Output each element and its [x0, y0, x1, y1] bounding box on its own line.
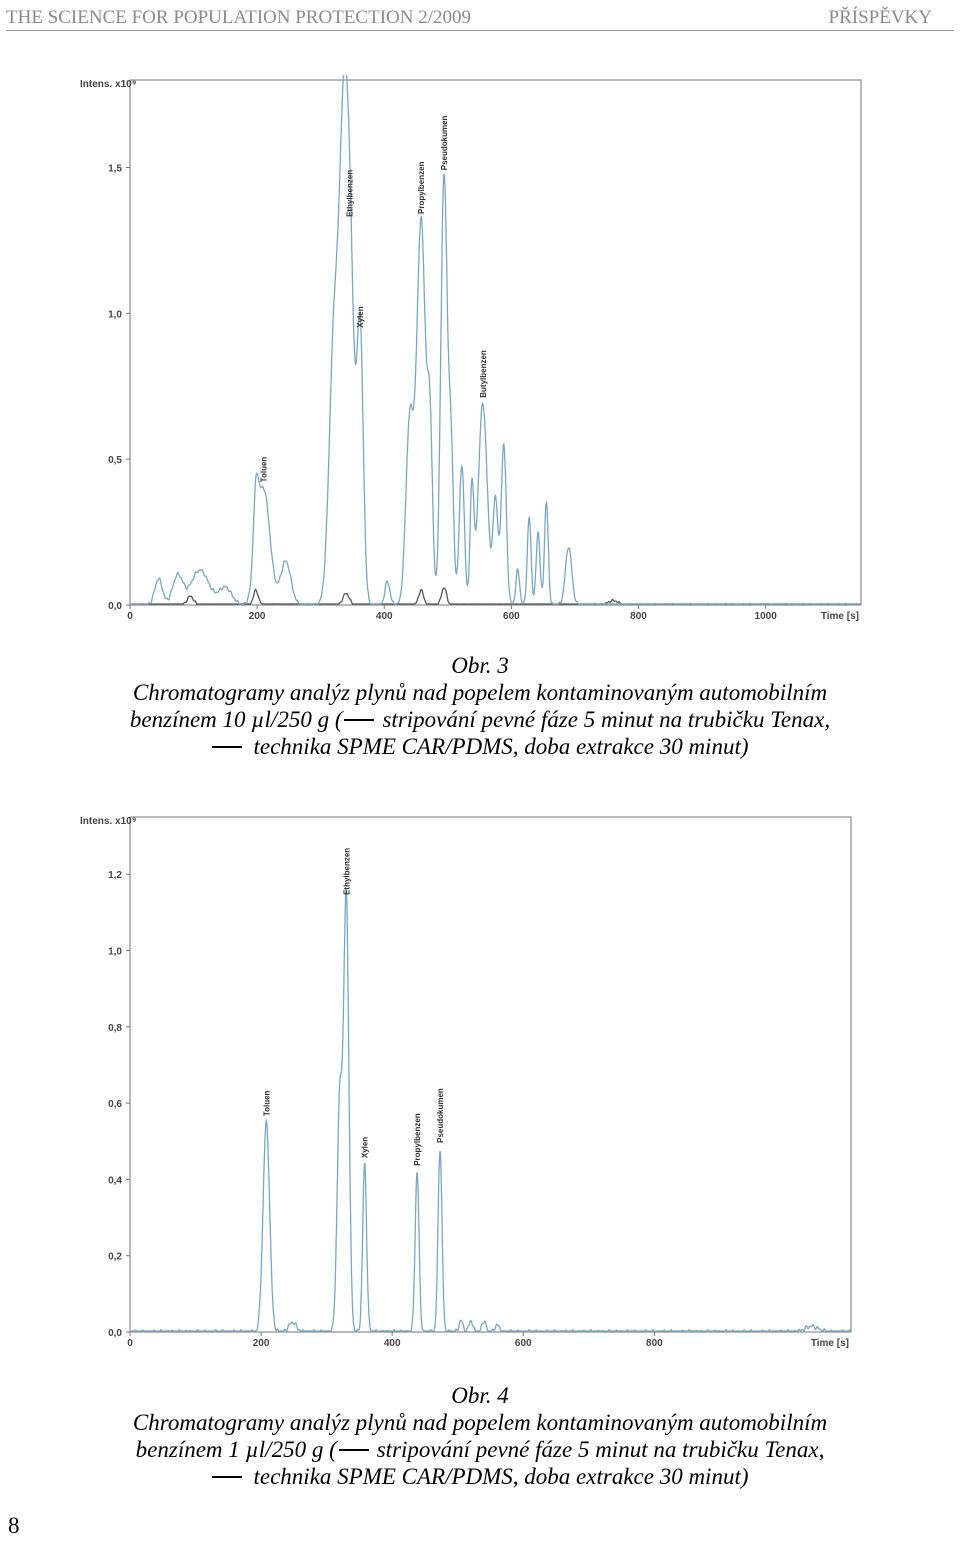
line-symbol-icon — [344, 719, 374, 721]
peak-label-group — [413, 1113, 422, 1166]
caption-line: Chromatogramy analýz plynů nad popelem kontaminovaným automobilním — [132, 1410, 828, 1435]
y-tick-label: 1,5 — [108, 163, 122, 175]
chromatogram-figure-4 — [78, 812, 868, 1352]
figure-3-caption — [0, 652, 960, 760]
x-tick-label: 200 — [248, 611, 266, 622]
y-tick-label: 0,8 — [108, 1022, 122, 1034]
figure-3-label: Obr. 3 — [451, 653, 509, 678]
y-tick-label: 0,5 — [108, 455, 122, 467]
line-symbol-icon — [212, 746, 242, 748]
section-title: PŘÍSPĚVKY — [828, 7, 932, 28]
caption-line — [0, 1463, 960, 1490]
peak-label: Pseudokumen — [440, 115, 450, 171]
chromatogram-trace — [130, 75, 861, 604]
peak-label-group — [356, 306, 365, 327]
x-tick-label: 600 — [503, 611, 520, 622]
y-tick-label: 0,0 — [108, 601, 122, 612]
peak-label: Propylbenzen — [417, 161, 427, 214]
peak-label: Ethylbenzen — [345, 169, 355, 217]
peak-label: Pseudokumen — [436, 1088, 446, 1143]
x-tick-label: 0 — [127, 611, 133, 622]
y-tick-label: 0,0 — [108, 1328, 122, 1339]
peak-label-group — [417, 161, 426, 214]
peak-label-group — [436, 1088, 445, 1143]
x-tick-label: 400 — [383, 1338, 401, 1349]
x-tick-label: 400 — [375, 611, 393, 622]
y-tick-label: 0,2 — [108, 1251, 122, 1263]
line-symbol-icon — [339, 1449, 369, 1451]
journal-title: THE SCIENCE FOR POPULATION PROTECTION 2/2009 — [6, 7, 471, 28]
peak-label-group — [342, 848, 351, 895]
caption-line — [0, 733, 960, 760]
x-tick-label: 800 — [646, 1338, 663, 1349]
x-tick-label: 200 — [252, 1338, 270, 1349]
y-tick-label: 0,6 — [108, 1099, 122, 1111]
peak-label-group — [345, 170, 354, 217]
y-tick-label: 1,0 — [108, 309, 122, 321]
figure-4-caption — [0, 1382, 960, 1490]
caption-line — [0, 706, 960, 733]
x-axis-label: Time [s] — [810, 1338, 849, 1349]
caption-text: benzínem 10 µl/250 g ( — [129, 707, 343, 732]
figure-4-label: Obr. 4 — [451, 1383, 509, 1408]
running-header — [6, 4, 954, 31]
caption-text: technika SPME CAR/PDMS, doba extrakce 30 minut) — [253, 1464, 749, 1489]
secondary-trace — [130, 588, 861, 604]
caption-text: stripování pevné fáze 5 minut na trubičku Tenax, — [376, 1437, 825, 1462]
peak-label: Ethylbenzen — [342, 847, 352, 895]
y-axis-label: Intens. x10⁹ — [80, 79, 137, 90]
caption-text: benzínem 1 µl/250 g ( — [135, 1437, 337, 1462]
page-number: 8 — [8, 1513, 20, 1538]
y-tick-label: 0,4 — [108, 1175, 122, 1187]
peak-label-group — [361, 1137, 370, 1158]
y-tick-label: 1,2 — [108, 870, 122, 882]
line-symbol-icon — [212, 1476, 242, 1478]
y-tick-label: 1,0 — [108, 946, 122, 958]
peak-label: Butylbenzen — [478, 350, 488, 398]
peak-label: Propylbenzen — [413, 1113, 423, 1166]
x-tick-label: 1000 — [754, 611, 777, 622]
peak-label: Xylen — [360, 1136, 370, 1159]
x-tick-label: 600 — [514, 1338, 532, 1349]
peak-label-group — [440, 115, 449, 170]
peak-label: Toluen — [259, 456, 269, 483]
y-axis-label: Intens. x10⁹ — [80, 816, 137, 827]
caption-text: stripování pevné fáze 5 minut na trubičku Tenax, — [382, 707, 831, 732]
peak-label: Xylen — [356, 306, 366, 328]
caption-line — [0, 1436, 960, 1463]
chromatogram-figure-3 — [78, 75, 868, 623]
peak-label-group — [262, 1090, 271, 1116]
caption-line: Chromatogramy analýz plynů nad popelem kontaminovaným automobilním — [132, 680, 828, 705]
plot-frame — [130, 817, 851, 1332]
x-axis-label: Time [s] — [820, 611, 859, 622]
x-tick-label: 800 — [630, 611, 647, 622]
chromatogram-trace — [130, 890, 851, 1331]
peak-label: Toluen — [262, 1090, 272, 1117]
caption-text: technika SPME CAR/PDMS, doba extrakce 30 minut) — [253, 734, 749, 759]
x-tick-label: 0 — [127, 1338, 133, 1349]
plot-frame — [130, 80, 861, 605]
peak-label-group — [259, 457, 268, 483]
peak-label-group — [479, 350, 488, 398]
